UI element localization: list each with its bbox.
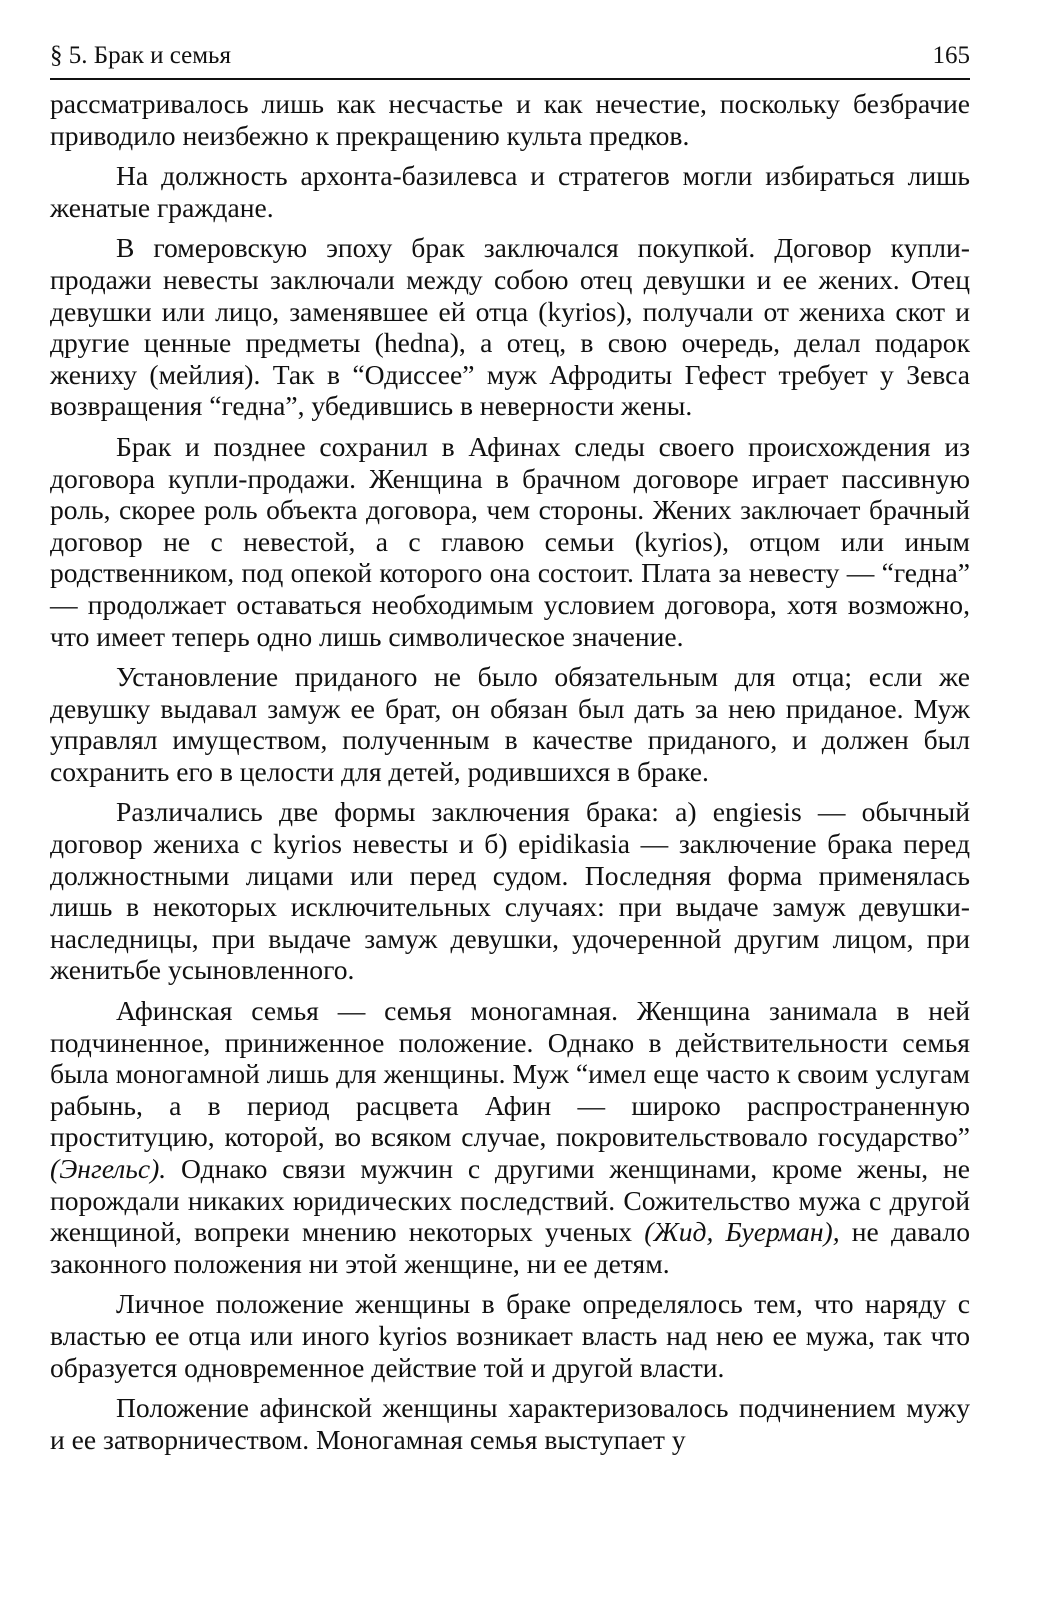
- paragraph-2: На должность архонта-базилевса и стратегов могли избираться лишь женатые граждане.: [50, 160, 970, 223]
- running-header: [50, 40, 970, 80]
- citation-gide-buerman: (Жид, Буерман),: [644, 1216, 840, 1248]
- book-page: [50, 40, 970, 1455]
- paragraph-7-part-2: Однако связи мужчин с другими женщинами, кроме жены, не порождали никаких юридических последствий. Сожительство мужа с другой женщиной, вопреки мнению некоторых ученых: [50, 1153, 970, 1248]
- paragraph-7-part-3: не давало законного положения ни этой женщине, ни ее детям.: [50, 1216, 971, 1279]
- paragraph-8: Личное положение женщины в браке определялось тем, что наряду с властью ее отца или иного kyrios возникает власть над нею ее мужа, так что образуется одновременное действие той и другой власти.: [50, 1288, 970, 1383]
- paragraph-6: Различались две формы заключения брака: а) engiesis — обычный договор жениха с kyrios невесты и б) epidikasia — заключение брака перед должностными лицами или перед судом. Последняя форма применялась лишь в некоторых исключительных случаях: при выдаче замуж девушки-наследницы, при выдаче замуж девушки, удочеренной другим лицом, при женитьбе усыновленного.: [50, 796, 970, 986]
- paragraph-7: [50, 995, 970, 1279]
- paragraph-3: В гомеровскую эпоху брак заключался покупкой. Договор купли-продажи невесты заключали между собою отец девушки и ее жених. Отец девушки или лицо, заменявшее ей отца (kyrios), получали от жениха скот и другие ценные предметы (hedna), а отец, в свою очередь, делал подарок жениху (мейлия). Так в “Одиссее” муж Афродиты Гефест требует у Зевса возвращения “гедна”, убедившись в неверности жены.: [50, 232, 970, 422]
- section-title: § 5. Брак и семья: [50, 42, 231, 69]
- page-number: 165: [932, 42, 970, 69]
- citation-engels: (Энгельс).: [50, 1153, 167, 1184]
- paragraph-9: Положение афинской женщины характеризовалось подчинением мужу и ее затворничеством. Моногамная семья выступает у: [50, 1392, 970, 1455]
- paragraph-5: Установление приданого не было обязательным для отца; если же девушку выдавал замуж ее брат, он обязан был дать за нею приданое. Муж управлял имуществом, полученным в качестве приданого, и должен был сохранить его в целости для детей, родившихся в браке.: [50, 661, 970, 787]
- paragraph-1: рассматривалось лишь как несчастье и как нечестие, поскольку безбрачие приводило неизбежно к прекращению культа предков.: [50, 88, 970, 151]
- body-text: [50, 88, 970, 1455]
- paragraph-7-part-1: Афинская семья — семья моногамная. Женщина занимала в ней подчиненное, приниженное положение. Однако в действительности семья была моногамной лишь для женщины. Муж “имел еще часто к своим услугам рабынь, а в период расцвета Афин — широко распространенную проституцию, которой, во всяком случае, покровительствовало государство”: [50, 995, 970, 1153]
- paragraph-4: Брак и позднее сохранил в Афинах следы своего происхождения из договора купли-продажи. Женщина в брачном договоре играет пассивную роль, скорее роль объекта договора, чем стороны. Жених заключает брачный договор не с невестой, а с главою семьи (kyrios), отцом или иным родственником, под опекой которого она состоит. Плата за невесту — “гедна” — продолжает оставаться необходимым условием договора, хотя возможно, что имеет теперь одно лишь символическое значение.: [50, 430, 970, 652]
